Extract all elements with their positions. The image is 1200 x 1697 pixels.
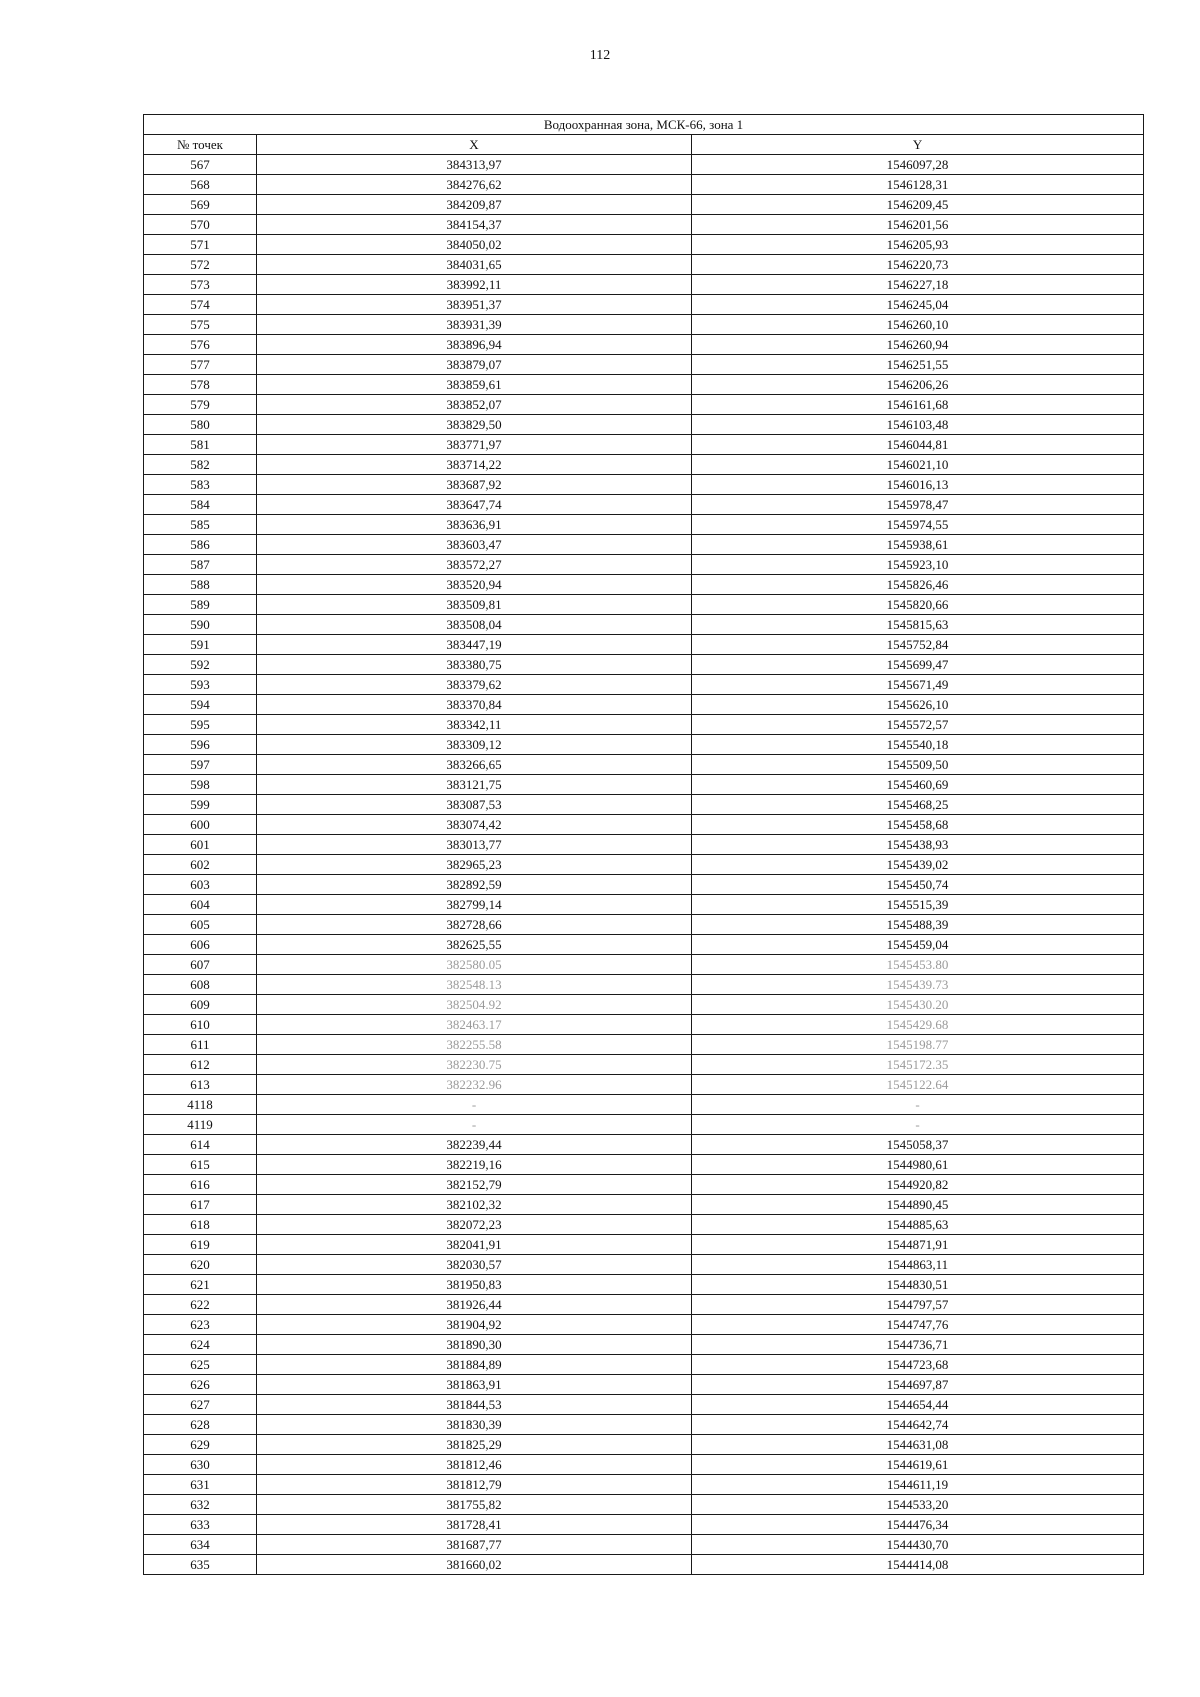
- point-number-cell: 631: [144, 1475, 257, 1495]
- table-row: [144, 295, 1144, 315]
- table-row: [144, 735, 1144, 755]
- x-coordinate-cell: 381660,02: [257, 1555, 692, 1575]
- point-number-cell: 634: [144, 1535, 257, 1555]
- x-coordinate-cell: 384313,97: [257, 155, 692, 175]
- y-coordinate-cell: 1546245,04: [692, 295, 1144, 315]
- x-coordinate-cell: 382072,23: [257, 1215, 692, 1235]
- x-coordinate-cell: 381863,91: [257, 1375, 692, 1395]
- x-coordinate-cell: 383121,75: [257, 775, 692, 795]
- x-coordinate-cell: 381904,92: [257, 1315, 692, 1335]
- y-coordinate-cell: 1546016,13: [692, 475, 1144, 495]
- table-row: [144, 1015, 1144, 1035]
- point-number-cell: 624: [144, 1335, 257, 1355]
- x-coordinate-cell: 382102,32: [257, 1195, 692, 1215]
- table-row: [144, 1315, 1144, 1335]
- point-number-cell: 604: [144, 895, 257, 915]
- x-coordinate-cell: 383687,92: [257, 475, 692, 495]
- y-coordinate-cell: 1544697,87: [692, 1375, 1144, 1395]
- table-row: [144, 1415, 1144, 1435]
- y-coordinate-cell: 1546209,45: [692, 195, 1144, 215]
- point-number-cell: 590: [144, 615, 257, 635]
- table-row: [144, 275, 1144, 295]
- y-coordinate-cell: 1546103,48: [692, 415, 1144, 435]
- y-coordinate-cell: 1546220,73: [692, 255, 1144, 275]
- x-coordinate-cell: 382219,16: [257, 1155, 692, 1175]
- point-number-cell: 602: [144, 855, 257, 875]
- point-number-cell: 633: [144, 1515, 257, 1535]
- point-number-cell: 598: [144, 775, 257, 795]
- coordinates-table: [143, 114, 1144, 1575]
- y-coordinate-cell: 1544619,61: [692, 1455, 1144, 1475]
- y-coordinate-cell: 1545450,74: [692, 875, 1144, 895]
- point-number-cell: 572: [144, 255, 257, 275]
- point-number-cell: 627: [144, 1395, 257, 1415]
- point-number-cell: 635: [144, 1555, 257, 1575]
- table-row: [144, 1515, 1144, 1535]
- point-number-cell: 632: [144, 1495, 257, 1515]
- table-row: [144, 895, 1144, 915]
- table-row: [144, 1355, 1144, 1375]
- table-row: [144, 1035, 1144, 1055]
- y-coordinate-cell: 1545198.77: [692, 1035, 1144, 1055]
- y-coordinate-cell: 1544863,11: [692, 1255, 1144, 1275]
- point-number-cell: 570: [144, 215, 257, 235]
- table-row: [144, 395, 1144, 415]
- column-header-x: X: [257, 135, 692, 155]
- y-coordinate-cell: 1544980,61: [692, 1155, 1144, 1175]
- y-coordinate-cell: 1545460,69: [692, 775, 1144, 795]
- table-row: [144, 1555, 1144, 1575]
- y-coordinate-cell: 1545978,47: [692, 495, 1144, 515]
- y-coordinate-cell: 1544830,51: [692, 1275, 1144, 1295]
- x-coordinate-cell: 383852,07: [257, 395, 692, 415]
- table-row: [144, 635, 1144, 655]
- y-coordinate-cell: 1546021,10: [692, 455, 1144, 475]
- table-row: [144, 875, 1144, 895]
- y-coordinate-cell: 1546227,18: [692, 275, 1144, 295]
- point-number-cell: 601: [144, 835, 257, 855]
- y-coordinate-cell: 1545515,39: [692, 895, 1144, 915]
- point-number-cell: 610: [144, 1015, 257, 1035]
- x-coordinate-cell: 381728,41: [257, 1515, 692, 1535]
- x-coordinate-cell: 382255.58: [257, 1035, 692, 1055]
- x-coordinate-cell: 384154,37: [257, 215, 692, 235]
- x-coordinate-cell: 382232.96: [257, 1075, 692, 1095]
- point-number-cell: 605: [144, 915, 257, 935]
- x-coordinate-cell: 384209,87: [257, 195, 692, 215]
- x-coordinate-cell: 383931,39: [257, 315, 692, 335]
- point-number-cell: 629: [144, 1435, 257, 1455]
- point-number-cell: 569: [144, 195, 257, 215]
- table-row: [144, 1535, 1144, 1555]
- y-coordinate-cell: 1545429.68: [692, 1015, 1144, 1035]
- x-coordinate-cell: -: [257, 1095, 692, 1115]
- table-row: [144, 315, 1144, 335]
- x-coordinate-cell: 382463.17: [257, 1015, 692, 1035]
- y-coordinate-cell: 1546251,55: [692, 355, 1144, 375]
- x-coordinate-cell: 383370,84: [257, 695, 692, 715]
- y-coordinate-cell: 1544654,44: [692, 1395, 1144, 1415]
- y-coordinate-cell: 1545820,66: [692, 595, 1144, 615]
- point-number-cell: 616: [144, 1175, 257, 1195]
- y-coordinate-cell: 1544414,08: [692, 1555, 1144, 1575]
- x-coordinate-cell: 382030,57: [257, 1255, 692, 1275]
- y-coordinate-cell: 1545459,04: [692, 935, 1144, 955]
- table-row: [144, 375, 1144, 395]
- x-coordinate-cell: 383771,97: [257, 435, 692, 455]
- x-coordinate-cell: 381884,89: [257, 1355, 692, 1375]
- y-coordinate-cell: 1545815,63: [692, 615, 1144, 635]
- table-row: [144, 715, 1144, 735]
- point-number-cell: 628: [144, 1415, 257, 1435]
- point-number-cell: 583: [144, 475, 257, 495]
- y-coordinate-cell: 1545699,47: [692, 655, 1144, 675]
- table-row: [144, 655, 1144, 675]
- point-number-cell: 586: [144, 535, 257, 555]
- point-number-cell: 582: [144, 455, 257, 475]
- x-coordinate-cell: 382041,91: [257, 1235, 692, 1255]
- table-row: [144, 1495, 1144, 1515]
- point-number-cell: 623: [144, 1315, 257, 1335]
- y-coordinate-cell: -: [692, 1115, 1144, 1135]
- y-coordinate-cell: 1545122.64: [692, 1075, 1144, 1095]
- table-row: [144, 435, 1144, 455]
- x-coordinate-cell: 383509,81: [257, 595, 692, 615]
- x-coordinate-cell: 382580.05: [257, 955, 692, 975]
- y-coordinate-cell: 1545430.20: [692, 995, 1144, 1015]
- table-row: [144, 1095, 1144, 1115]
- y-coordinate-cell: 1546201,56: [692, 215, 1144, 235]
- column-header-point-number: № точек: [144, 135, 257, 155]
- y-coordinate-cell: 1545923,10: [692, 555, 1144, 575]
- point-number-cell: 617: [144, 1195, 257, 1215]
- y-coordinate-cell: 1544631,08: [692, 1435, 1144, 1455]
- table-row: [144, 1195, 1144, 1215]
- x-coordinate-cell: 381830,39: [257, 1415, 692, 1435]
- table-row: [144, 555, 1144, 575]
- table-row: [144, 955, 1144, 975]
- x-coordinate-cell: 381890,30: [257, 1335, 692, 1355]
- point-number-cell: 575: [144, 315, 257, 335]
- x-coordinate-cell: 382728,66: [257, 915, 692, 935]
- y-coordinate-cell: 1546260,10: [692, 315, 1144, 335]
- y-coordinate-cell: 1545458,68: [692, 815, 1144, 835]
- point-number-cell: 619: [144, 1235, 257, 1255]
- x-coordinate-cell: 381926,44: [257, 1295, 692, 1315]
- table-row: [144, 1255, 1144, 1275]
- point-number-cell: 4119: [144, 1115, 257, 1135]
- point-number-cell: 591: [144, 635, 257, 655]
- table-row: [144, 1135, 1144, 1155]
- y-coordinate-cell: 1544533,20: [692, 1495, 1144, 1515]
- point-number-cell: 568: [144, 175, 257, 195]
- y-coordinate-cell: 1546097,28: [692, 155, 1144, 175]
- point-number-cell: 594: [144, 695, 257, 715]
- table-row: [144, 775, 1144, 795]
- x-coordinate-cell: 382625,55: [257, 935, 692, 955]
- table-row: [144, 255, 1144, 275]
- y-coordinate-cell: 1546044,81: [692, 435, 1144, 455]
- table-row: [144, 675, 1144, 695]
- table-row: [144, 1395, 1144, 1415]
- x-coordinate-cell: 382230.75: [257, 1055, 692, 1075]
- x-coordinate-cell: 383342,11: [257, 715, 692, 735]
- table-row: [144, 1335, 1144, 1355]
- x-coordinate-cell: 382239,44: [257, 1135, 692, 1155]
- table-row: [144, 595, 1144, 615]
- table-row: [144, 1055, 1144, 1075]
- y-coordinate-cell: 1544430,70: [692, 1535, 1144, 1555]
- point-number-cell: 584: [144, 495, 257, 515]
- table-row: [144, 215, 1144, 235]
- table-row: [144, 335, 1144, 355]
- table-body: [144, 155, 1144, 1575]
- x-coordinate-cell: 383829,50: [257, 415, 692, 435]
- y-coordinate-cell: 1545453.80: [692, 955, 1144, 975]
- x-coordinate-cell: 383896,94: [257, 335, 692, 355]
- y-coordinate-cell: 1545172.35: [692, 1055, 1144, 1075]
- table-row: [144, 1155, 1144, 1175]
- y-coordinate-cell: 1545058,37: [692, 1135, 1144, 1155]
- table-title-row: [144, 115, 1144, 135]
- table-row: [144, 815, 1144, 835]
- x-coordinate-cell: 381844,53: [257, 1395, 692, 1415]
- table-row: [144, 1235, 1144, 1255]
- x-coordinate-cell: 381812,79: [257, 1475, 692, 1495]
- y-coordinate-cell: 1544890,45: [692, 1195, 1144, 1215]
- point-number-cell: 579: [144, 395, 257, 415]
- x-coordinate-cell: 383951,37: [257, 295, 692, 315]
- y-coordinate-cell: 1545752,84: [692, 635, 1144, 655]
- x-coordinate-cell: 384031,65: [257, 255, 692, 275]
- point-number-cell: 588: [144, 575, 257, 595]
- y-coordinate-cell: 1546206,26: [692, 375, 1144, 395]
- x-coordinate-cell: 383447,19: [257, 635, 692, 655]
- point-number-cell: 609: [144, 995, 257, 1015]
- x-coordinate-cell: 383647,74: [257, 495, 692, 515]
- x-coordinate-cell: 383508,04: [257, 615, 692, 635]
- y-coordinate-cell: 1544642,74: [692, 1415, 1144, 1435]
- point-number-cell: 580: [144, 415, 257, 435]
- table-row: [144, 935, 1144, 955]
- point-number-cell: 578: [144, 375, 257, 395]
- y-coordinate-cell: 1544747,76: [692, 1315, 1144, 1335]
- y-coordinate-cell: 1544920,82: [692, 1175, 1144, 1195]
- y-coordinate-cell: 1544723,68: [692, 1355, 1144, 1375]
- point-number-cell: 589: [144, 595, 257, 615]
- y-coordinate-cell: -: [692, 1095, 1144, 1115]
- x-coordinate-cell: 384276,62: [257, 175, 692, 195]
- x-coordinate-cell: 382965,23: [257, 855, 692, 875]
- x-coordinate-cell: 383603,47: [257, 535, 692, 555]
- x-coordinate-cell: 383074,42: [257, 815, 692, 835]
- x-coordinate-cell: 383714,22: [257, 455, 692, 475]
- x-coordinate-cell: -: [257, 1115, 692, 1135]
- x-coordinate-cell: 383266,65: [257, 755, 692, 775]
- x-coordinate-cell: 382504.92: [257, 995, 692, 1015]
- point-number-cell: 585: [144, 515, 257, 535]
- point-number-cell: 595: [144, 715, 257, 735]
- point-number-cell: 611: [144, 1035, 257, 1055]
- y-coordinate-cell: 1544736,71: [692, 1335, 1144, 1355]
- x-coordinate-cell: 383380,75: [257, 655, 692, 675]
- y-coordinate-cell: 1544885,63: [692, 1215, 1144, 1235]
- x-coordinate-cell: 383879,07: [257, 355, 692, 375]
- x-coordinate-cell: 383636,91: [257, 515, 692, 535]
- x-coordinate-cell: 381687,77: [257, 1535, 692, 1555]
- point-number-cell: 621: [144, 1275, 257, 1295]
- x-coordinate-cell: 381825,29: [257, 1435, 692, 1455]
- table-row: [144, 615, 1144, 635]
- table-row: [144, 155, 1144, 175]
- table-row: [144, 1075, 1144, 1095]
- y-coordinate-cell: 1545974,55: [692, 515, 1144, 535]
- x-coordinate-cell: 383087,53: [257, 795, 692, 815]
- table-row: [144, 535, 1144, 555]
- point-number-cell: 577: [144, 355, 257, 375]
- x-coordinate-cell: 383520,94: [257, 575, 692, 595]
- x-coordinate-cell: 383013,77: [257, 835, 692, 855]
- point-number-cell: 618: [144, 1215, 257, 1235]
- table-row: [144, 1475, 1144, 1495]
- point-number-cell: 603: [144, 875, 257, 895]
- y-coordinate-cell: 1545439.73: [692, 975, 1144, 995]
- point-number-cell: 567: [144, 155, 257, 175]
- y-coordinate-cell: 1545572,57: [692, 715, 1144, 735]
- column-header-y: Y: [692, 135, 1144, 155]
- table-title: Водоохранная зона, МСК-66, зона 1: [144, 115, 1144, 135]
- table-row: [144, 1175, 1144, 1195]
- point-number-cell: 587: [144, 555, 257, 575]
- point-number-cell: 614: [144, 1135, 257, 1155]
- point-number-cell: 599: [144, 795, 257, 815]
- point-number-cell: 593: [144, 675, 257, 695]
- table-header-row: [144, 135, 1144, 155]
- table-row: [144, 1435, 1144, 1455]
- table-row: [144, 455, 1144, 475]
- table-row: [144, 495, 1144, 515]
- x-coordinate-cell: 383379,62: [257, 675, 692, 695]
- x-coordinate-cell: 382892,59: [257, 875, 692, 895]
- y-coordinate-cell: 1546260,94: [692, 335, 1144, 355]
- y-coordinate-cell: 1544797,57: [692, 1295, 1144, 1315]
- table-row: [144, 855, 1144, 875]
- y-coordinate-cell: 1544871,91: [692, 1235, 1144, 1255]
- table-row: [144, 1215, 1144, 1235]
- y-coordinate-cell: 1545488,39: [692, 915, 1144, 935]
- table-row: [144, 1115, 1144, 1135]
- table-row: [144, 1375, 1144, 1395]
- x-coordinate-cell: 382548.13: [257, 975, 692, 995]
- page-number: 112: [589, 48, 611, 63]
- point-number-cell: 597: [144, 755, 257, 775]
- x-coordinate-cell: 382152,79: [257, 1175, 692, 1195]
- point-number-cell: 573: [144, 275, 257, 295]
- table-row: [144, 235, 1144, 255]
- table-row: [144, 1295, 1144, 1315]
- x-coordinate-cell: 381812,46: [257, 1455, 692, 1475]
- point-number-cell: 630: [144, 1455, 257, 1475]
- table-row: [144, 195, 1144, 215]
- table-row: [144, 575, 1144, 595]
- table-row: [144, 1275, 1144, 1295]
- x-coordinate-cell: 383572,27: [257, 555, 692, 575]
- point-number-cell: 608: [144, 975, 257, 995]
- y-coordinate-cell: 1545626,10: [692, 695, 1144, 715]
- point-number-cell: 574: [144, 295, 257, 315]
- point-number-cell: 622: [144, 1295, 257, 1315]
- x-coordinate-cell: 383992,11: [257, 275, 692, 295]
- y-coordinate-cell: 1545439,02: [692, 855, 1144, 875]
- table-row: [144, 835, 1144, 855]
- point-number-cell: 625: [144, 1355, 257, 1375]
- y-coordinate-cell: 1544611,19: [692, 1475, 1144, 1495]
- point-number-cell: 613: [144, 1075, 257, 1095]
- x-coordinate-cell: 383309,12: [257, 735, 692, 755]
- point-number-cell: 615: [144, 1155, 257, 1175]
- table-row: [144, 915, 1144, 935]
- point-number-cell: 600: [144, 815, 257, 835]
- table-row: [144, 755, 1144, 775]
- y-coordinate-cell: 1546128,31: [692, 175, 1144, 195]
- table-row: [144, 415, 1144, 435]
- x-coordinate-cell: 383859,61: [257, 375, 692, 395]
- y-coordinate-cell: 1545438,93: [692, 835, 1144, 855]
- table-row: [144, 795, 1144, 815]
- table-row: [144, 175, 1144, 195]
- point-number-cell: 626: [144, 1375, 257, 1395]
- point-number-cell: 607: [144, 955, 257, 975]
- point-number-cell: 596: [144, 735, 257, 755]
- table-row: [144, 995, 1144, 1015]
- point-number-cell: 581: [144, 435, 257, 455]
- x-coordinate-cell: 382799,14: [257, 895, 692, 915]
- y-coordinate-cell: 1545540,18: [692, 735, 1144, 755]
- y-coordinate-cell: 1545938,61: [692, 535, 1144, 555]
- y-coordinate-cell: 1544476,34: [692, 1515, 1144, 1535]
- point-number-cell: 620: [144, 1255, 257, 1275]
- table-row: [144, 1455, 1144, 1475]
- y-coordinate-cell: 1546161,68: [692, 395, 1144, 415]
- table-row: [144, 975, 1144, 995]
- table-row: [144, 515, 1144, 535]
- x-coordinate-cell: 384050,02: [257, 235, 692, 255]
- point-number-cell: 571: [144, 235, 257, 255]
- point-number-cell: 576: [144, 335, 257, 355]
- point-number-cell: 606: [144, 935, 257, 955]
- y-coordinate-cell: 1545826,46: [692, 575, 1144, 595]
- y-coordinate-cell: 1545468,25: [692, 795, 1144, 815]
- point-number-cell: 612: [144, 1055, 257, 1075]
- point-number-cell: 592: [144, 655, 257, 675]
- table-row: [144, 475, 1144, 495]
- x-coordinate-cell: 381950,83: [257, 1275, 692, 1295]
- table-row: [144, 355, 1144, 375]
- x-coordinate-cell: 381755,82: [257, 1495, 692, 1515]
- y-coordinate-cell: 1545671,49: [692, 675, 1144, 695]
- table-row: [144, 695, 1144, 715]
- y-coordinate-cell: 1546205,93: [692, 235, 1144, 255]
- point-number-cell: 4118: [144, 1095, 257, 1115]
- y-coordinate-cell: 1545509,50: [692, 755, 1144, 775]
